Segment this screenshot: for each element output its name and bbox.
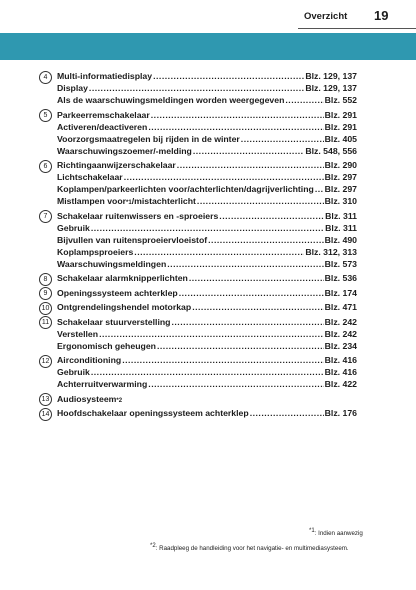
toc-subentry (57, 246, 357, 258)
toc-heading (57, 159, 357, 171)
toc-subentry (57, 328, 357, 340)
page-ref: Blz. 312, 313 (305, 246, 357, 257)
toc-subentry (57, 378, 357, 390)
dot-leader (151, 109, 324, 121)
toc-subentry (57, 133, 357, 145)
section-band (0, 33, 416, 60)
page-ref: Blz. 310 (324, 196, 357, 206)
toc-subentry (57, 234, 357, 246)
toc-subentry (57, 94, 357, 106)
dot-leader (153, 70, 304, 82)
toc-heading-label: Schakelaar stuurverstelling (57, 316, 171, 327)
page-ref: Blz. 536 (324, 273, 357, 283)
dot-leader (134, 246, 304, 258)
toc-heading (57, 70, 357, 82)
toc-subentry (57, 145, 357, 157)
footnote-2-mark: *2 (150, 542, 156, 549)
toc-heading (57, 287, 357, 299)
toc-subentry (57, 222, 357, 234)
toc-entry (43, 272, 357, 284)
page-ref: Blz. 416 (324, 355, 357, 365)
toc-subentry-label: Verstellen (57, 328, 99, 339)
toc-subentry-label: Bijvullen van ruitensproeiervloeistof (57, 234, 208, 245)
toc-heading-label: Schakelaar ruitenwissers en -sproeiers (57, 210, 219, 221)
toc-heading-label: Schakelaar alarmknipperlichten (57, 273, 188, 283)
dot-leader (91, 366, 324, 378)
page-ref: Blz. 311 (325, 222, 357, 233)
footnote-1-mark: *1 (309, 527, 315, 534)
entry-gap (57, 419, 357, 422)
toc-heading (57, 301, 357, 313)
toc-heading-label: Airconditioning (57, 355, 122, 365)
toc-entry (41, 393, 357, 405)
dot-leader (285, 94, 323, 106)
toc-entry (43, 70, 357, 106)
toc-subentry (57, 258, 357, 270)
toc-heading-label: Richtingaanwijzerschakelaar (57, 160, 176, 170)
item-number-circle: 10 (39, 302, 52, 315)
dot-leader (193, 145, 304, 157)
item-number-circle: 6 (39, 160, 52, 173)
toc-subentry-label: Display (57, 83, 88, 93)
toc-subentry-label: Achterruitverwarming (57, 379, 148, 389)
page-ref: Blz. 174 (324, 287, 357, 298)
page-ref: Blz. 548, 556 (305, 145, 357, 156)
dot-leader (99, 328, 324, 340)
toc-subentry-label: /mistachterlicht (131, 196, 196, 206)
page-ref: Blz. 129, 137 (305, 71, 357, 81)
toc-heading (57, 109, 357, 121)
toc-subentry-label: Lichtschakelaar (57, 172, 123, 182)
table-of-contents (41, 70, 357, 422)
dot-leader (241, 133, 324, 145)
dot-leader (315, 183, 324, 195)
toc-entry (41, 407, 357, 419)
dot-leader (250, 407, 324, 419)
toc-heading-label: Audiosysteem (57, 393, 117, 404)
toc-heading-label: Parkeerremschakelaar (57, 109, 150, 120)
toc-subentry-label: Mistlampen voor (57, 196, 127, 206)
page-ref: Blz. 422 (324, 379, 357, 389)
dot-leader (197, 195, 324, 207)
toc-heading: Audiosysteem *2 (57, 393, 123, 404)
toc-subentry (57, 121, 357, 133)
dot-leader (179, 287, 324, 299)
toc-heading-label: Openingssysteem achterklep (57, 287, 178, 298)
dot-leader (219, 210, 324, 222)
toc-heading-label: Ontgrendelingshendel motorkap (57, 302, 192, 312)
page-ref: Blz. 242 (324, 328, 357, 339)
toc-heading-label: Multi-informatiedisplay (57, 71, 153, 81)
page-ref: Blz. 490 (324, 234, 357, 245)
toc-heading (57, 354, 357, 366)
dot-leader (89, 82, 304, 94)
toc-subentry (57, 171, 357, 183)
toc-heading (57, 407, 357, 419)
dot-leader (208, 234, 324, 246)
toc-subentry (57, 366, 357, 378)
item-number-circle: 12 (39, 355, 52, 368)
toc-entry (41, 301, 357, 313)
dot-leader (192, 301, 323, 313)
toc-subentry-label: Waarschuwingsmeldingen (57, 258, 167, 269)
item-number-circle: 11 (39, 316, 52, 329)
toc-entry (43, 287, 357, 299)
toc-subentry (57, 183, 357, 195)
section-title: Overzicht (304, 11, 348, 22)
page-ref: Blz. 471 (324, 302, 357, 312)
toc-heading-label: Hoofdschakelaar openingssysteem achterklep (57, 408, 249, 418)
dot-leader (148, 378, 323, 390)
page-ref: Blz. 291 (324, 109, 357, 120)
item-number-circle: 9 (39, 287, 52, 300)
item-number-circle: 13 (39, 393, 52, 406)
dot-leader (171, 316, 323, 328)
toc-subentry-label: Voorzorgsmaatregelen bij rijden in de winter (57, 133, 240, 144)
footnote-1 (309, 527, 363, 537)
toc-subentry (57, 340, 357, 352)
toc-entry (41, 316, 357, 352)
page-ref: Blz. 242 (324, 316, 357, 327)
toc-entry (41, 354, 357, 390)
item-number-circle: 5 (39, 109, 52, 122)
toc-subentry-label: Waarschuwingszoemer/-melding (57, 145, 192, 156)
page-ref: Blz. 297 (324, 172, 357, 182)
dot-leader (177, 159, 324, 171)
page-ref: Blz. 297 (324, 184, 357, 194)
page-ref: Blz. 311 (325, 210, 357, 221)
toc-heading (57, 272, 357, 284)
page-ref: Blz. 552 (324, 95, 357, 105)
item-number-circle: 8 (39, 273, 52, 286)
page-ref: Blz. 176 (324, 408, 357, 418)
page-ref: Blz. 234 (324, 340, 357, 351)
toc-entry (43, 109, 357, 157)
toc-subentry-label: Als de waarschuwingsmeldingen worden weergegeven (57, 95, 285, 105)
page-ref: Blz. 129, 137 (305, 83, 357, 93)
toc-heading (57, 316, 357, 328)
toc-entry (43, 159, 357, 207)
toc-subentry-label: Gebruik (57, 222, 90, 233)
toc-subentry: Mistlampen voor *1 /mistachterlicht ..... Blz. 310 (57, 195, 357, 207)
dot-leader (124, 171, 324, 183)
toc-entry (43, 210, 357, 270)
toc-subentry-label: Activeren/deactiveren (57, 121, 148, 132)
item-number-circle: 4 (39, 71, 52, 84)
dot-leader (148, 121, 323, 133)
page-ref: Blz. 573 (324, 258, 357, 269)
dot-leader (122, 354, 323, 366)
page-ref: Blz. 416 (324, 367, 357, 377)
page-number: 19 (374, 8, 389, 23)
toc-subentry (57, 82, 357, 94)
item-number-circle: 7 (39, 210, 52, 223)
toc-subentry-label: Ergonomisch geheugen (57, 340, 156, 351)
item-number-circle: 14 (39, 408, 52, 421)
dot-leader (157, 340, 324, 352)
toc-heading (57, 210, 357, 222)
footnote-2-text: : Raadpleeg de handleiding voor het navigatie- en multimediasysteem. (155, 545, 349, 552)
toc-subentry-label: Koplampsproeiers (57, 246, 134, 257)
header-rule (298, 28, 416, 29)
footnote-2 (150, 542, 349, 552)
dot-leader (91, 222, 324, 234)
page-header (0, 0, 416, 31)
toc-subentry-label: Gebruik (57, 367, 90, 377)
footnote-1-text: : Indien aanwezig (314, 530, 363, 537)
page-ref: Blz. 405 (324, 133, 357, 144)
page-ref: Blz. 290 (324, 160, 357, 170)
dot-leader (167, 258, 323, 270)
toc-subentry-label: Koplampen/parkeerlichten voor/achterlichten/dagrijverlichting (57, 184, 314, 194)
page-ref: Blz. 291 (324, 121, 357, 132)
dot-leader (189, 272, 324, 284)
